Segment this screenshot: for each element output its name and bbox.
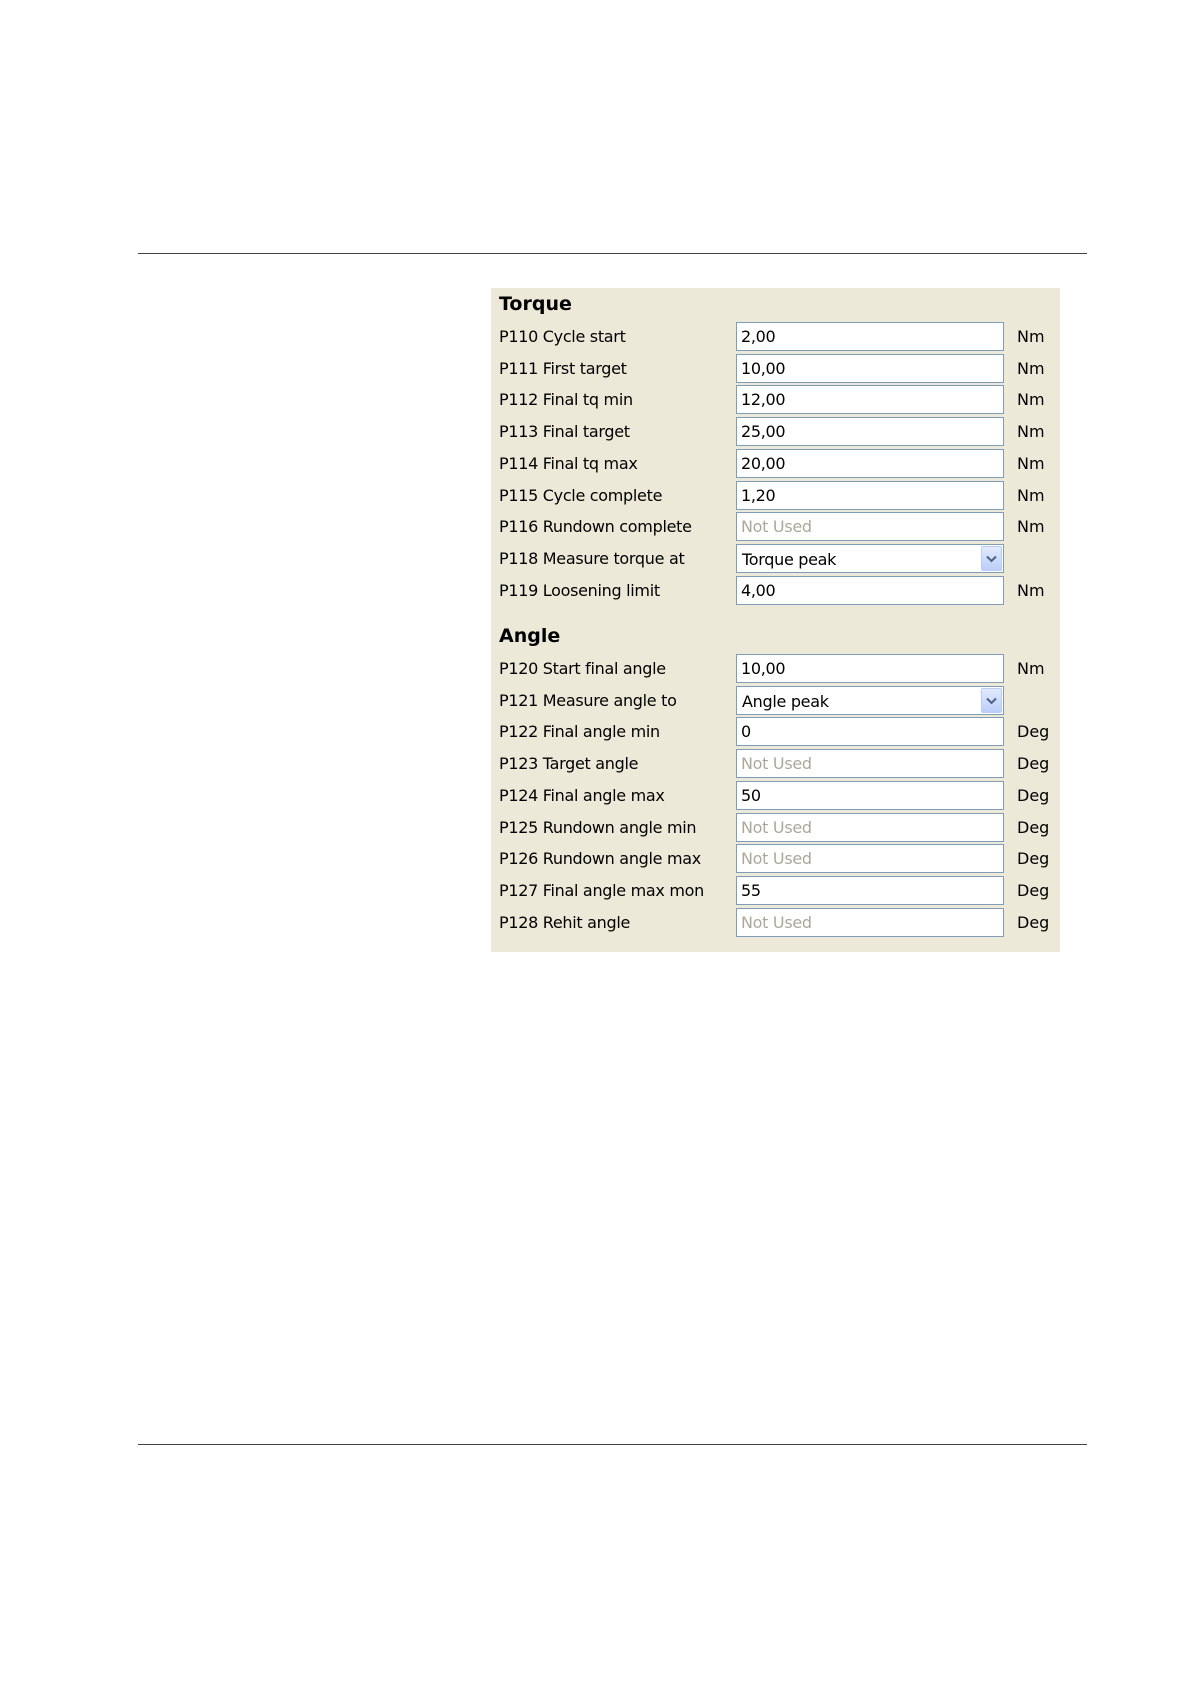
param-row-p123	[491, 748, 1060, 780]
chevron-down-icon	[986, 555, 997, 563]
param-input-p124[interactable]	[736, 781, 1004, 810]
param-label: P126 Rundown angle max	[499, 849, 701, 869]
param-label: P118 Measure torque at	[499, 548, 685, 568]
param-row-p120	[491, 653, 1060, 685]
param-input-p116	[736, 512, 1004, 541]
param-row-p122	[491, 716, 1060, 748]
chevron-down-icon	[986, 697, 997, 705]
param-row-p127	[491, 875, 1060, 907]
param-row-p125	[491, 812, 1060, 844]
input-value: 20,00	[741, 453, 786, 473]
param-label: P112 Final tq min	[499, 390, 633, 410]
input-value: 12,00	[741, 390, 786, 410]
param-row-p110	[491, 321, 1060, 353]
unit-label: Nm	[1017, 485, 1045, 505]
param-input-p119[interactable]	[736, 576, 1004, 605]
param-input-p122[interactable]	[736, 717, 1004, 746]
param-label: P119 Loosening limit	[499, 580, 660, 600]
param-label: P122 Final angle min	[499, 722, 660, 742]
unit-label: Nm	[1017, 517, 1045, 537]
param-row-p114	[491, 448, 1060, 480]
unit-label: Nm	[1017, 659, 1045, 678]
bottom-divider	[138, 1444, 1087, 1445]
input-value: 10,00	[741, 358, 786, 378]
param-row-p118	[491, 543, 1060, 575]
input-value: 0	[741, 722, 751, 742]
param-input-p123	[736, 749, 1004, 778]
param-label: P128 Rehit angle	[499, 912, 631, 932]
param-input-p113[interactable]	[736, 417, 1004, 446]
param-input-p111[interactable]	[736, 354, 1004, 383]
input-value: Not Used	[741, 517, 812, 537]
unit-label: Nm	[1017, 422, 1045, 442]
dropdown-selected-value: Torque peak	[742, 549, 837, 569]
param-label: P121 Measure angle to	[499, 690, 677, 710]
input-value: Not Used	[741, 912, 812, 932]
param-row-p128	[491, 907, 1060, 939]
param-label: P127 Final angle max mon	[499, 880, 704, 900]
param-label: P120 Start final angle	[499, 659, 666, 678]
param-row-p112	[491, 384, 1060, 416]
unit-label: Deg	[1017, 817, 1050, 837]
param-row-p113	[491, 416, 1060, 448]
param-label: P115 Cycle complete	[499, 485, 663, 505]
unit-label: Nm	[1017, 358, 1045, 378]
param-input-p128	[736, 908, 1004, 937]
parameter-panel	[491, 288, 1060, 952]
input-value: 1,20	[741, 485, 776, 505]
param-label: P114 Final tq max	[499, 453, 638, 473]
param-row-p126	[491, 843, 1060, 875]
param-row-p124	[491, 780, 1060, 812]
input-value: 10,00	[741, 659, 786, 678]
unit-label: Deg	[1017, 912, 1050, 932]
param-input-p127[interactable]	[736, 876, 1004, 905]
param-input-p126	[736, 844, 1004, 873]
param-row-p116	[491, 511, 1060, 543]
angle-section-title: Angle	[499, 625, 561, 647]
dropdown-button[interactable]	[981, 688, 1002, 713]
param-label: P125 Rundown angle min	[499, 817, 697, 837]
param-label: P123 Target angle	[499, 754, 639, 774]
param-dropdown-p121[interactable]	[736, 686, 1004, 715]
dropdown-selected-value: Angle peak	[742, 691, 829, 711]
unit-label: Deg	[1017, 849, 1050, 869]
param-input-p125	[736, 813, 1004, 842]
torque-section-title: Torque	[499, 293, 572, 315]
param-input-p112[interactable]	[736, 385, 1004, 414]
input-value: 55	[741, 880, 761, 900]
param-input-p110[interactable]	[736, 322, 1004, 351]
param-label: P124 Final angle max	[499, 785, 665, 805]
unit-label: Deg	[1017, 785, 1050, 805]
unit-label: Deg	[1017, 754, 1050, 774]
unit-label: Nm	[1017, 453, 1045, 473]
param-row-p121	[491, 685, 1060, 717]
param-input-p120[interactable]	[736, 654, 1004, 683]
unit-label: Nm	[1017, 390, 1045, 410]
input-value: Not Used	[741, 849, 812, 869]
unit-label: Nm	[1017, 580, 1045, 600]
top-divider	[138, 253, 1087, 254]
param-row-p111	[491, 353, 1060, 385]
param-label: P116 Rundown complete	[499, 517, 692, 537]
param-row-p119	[491, 575, 1060, 607]
dropdown-button[interactable]	[981, 546, 1002, 571]
param-row-p115	[491, 480, 1060, 512]
param-dropdown-p118[interactable]	[736, 544, 1004, 573]
input-value: 2,00	[741, 327, 776, 346]
input-value: 4,00	[741, 580, 776, 600]
input-value: Not Used	[741, 817, 812, 837]
param-input-p114[interactable]	[736, 449, 1004, 478]
unit-label: Deg	[1017, 880, 1050, 900]
input-value: 25,00	[741, 422, 786, 442]
input-value: 50	[741, 785, 761, 805]
input-value: Not Used	[741, 754, 812, 774]
param-label: P110 Cycle start	[499, 327, 626, 346]
unit-label: Deg	[1017, 722, 1050, 742]
unit-label: Nm	[1017, 327, 1045, 346]
param-label: P113 Final target	[499, 422, 630, 442]
param-label: P111 First target	[499, 358, 627, 378]
param-input-p115[interactable]	[736, 481, 1004, 510]
